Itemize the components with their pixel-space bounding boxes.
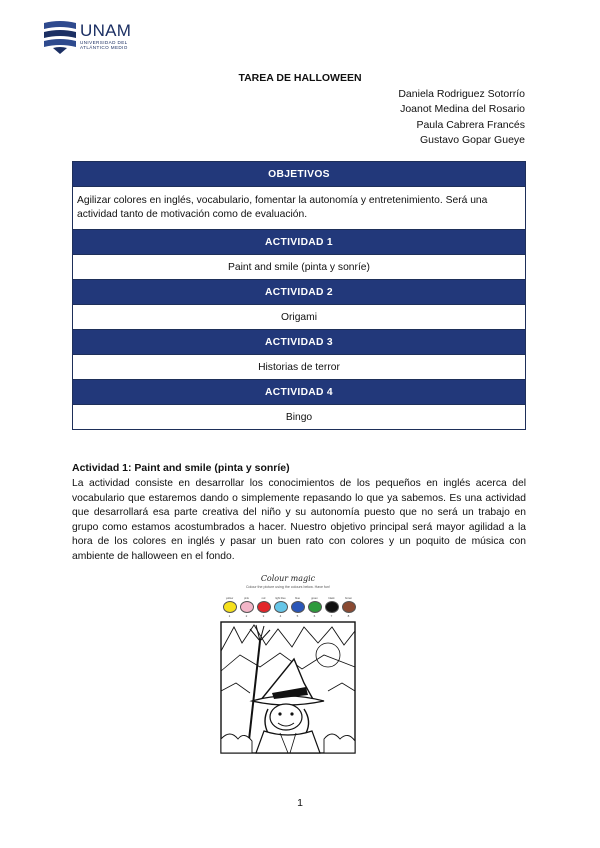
color-swatch-circle <box>257 601 271 613</box>
color-swatch-circle <box>325 601 339 613</box>
section-paragraph: La actividad consiste en desarrollar los conocimientos de los pequeños en inglés acerca del vocabulario que estaremos dando o simplemente repasando lo que ya sabemos. Es una actividad que desarrollará esa parte creativa del niño y su autonomía puesto que no será un trabajo en grupo como estamos acostumbrados a hacer. Nuestro objetivo principal será mayor agilidad a la hora de los colores en inglés y pasar un buen rato con colores y un poquito de música con ambiente de halloween en el fondo. <box>72 478 526 562</box>
color-swatch-label: yellow <box>225 597 234 600</box>
color-swatch-number: 6 <box>313 614 316 618</box>
witch-line-drawing <box>220 621 356 754</box>
color-swatch-number: 4 <box>279 614 282 618</box>
color-swatch-circle <box>223 601 237 613</box>
worksheet-title: Colour magic <box>260 574 316 583</box>
author-name: Daniela Rodriguez Sotorrío <box>398 88 525 100</box>
color-swatch-number: 5 <box>296 614 299 618</box>
unam-logo-icon <box>44 20 76 54</box>
color-swatch <box>325 596 338 618</box>
activity-4-header: ACTIVIDAD 4 <box>73 380 526 405</box>
color-swatch-circle <box>342 601 356 613</box>
objectives-table <box>72 161 526 430</box>
activity-3-value: Historias de terror <box>73 355 526 380</box>
logo-sub-line-2: ATLÁNTICO MEDIO <box>80 45 128 50</box>
color-swatch-circle <box>291 601 305 613</box>
objectives-header: OBJETIVOS <box>73 162 526 187</box>
coloring-worksheet-image <box>219 574 357 754</box>
color-swatch-label: pink <box>244 597 249 600</box>
color-swatch <box>240 596 253 618</box>
section-heading: Actividad 1: Paint and smile (pinta y sonríe) <box>72 462 290 474</box>
color-swatch-label: blue <box>295 597 300 600</box>
color-swatch-circle <box>240 601 254 613</box>
color-swatch-circle <box>308 601 322 613</box>
color-swatch-label: red <box>261 597 266 600</box>
color-swatch-row <box>223 596 355 618</box>
color-swatch-circle <box>274 601 288 613</box>
document-title: TAREA DE HALLOWEEN <box>238 72 362 84</box>
color-swatch-number: 1 <box>228 614 231 618</box>
color-swatch-number: 8 <box>347 614 350 618</box>
worksheet-instructions: Colour the picture using the colours below. Have fun! <box>245 585 331 589</box>
color-swatch <box>291 596 304 618</box>
color-swatch <box>274 596 287 618</box>
color-swatch <box>308 596 321 618</box>
page-number: 1 <box>297 797 303 809</box>
unam-logo <box>44 20 131 60</box>
color-swatch-label: light blue <box>275 597 286 600</box>
activity-1-value: Paint and smile (pinta y sonríe) <box>73 255 526 280</box>
author-name: Paula Cabrera Francés <box>416 118 525 131</box>
color-swatch-number: 7 <box>330 614 333 618</box>
activity-2-header: ACTIVIDAD 2 <box>73 280 526 305</box>
author-name: Gustavo Gopar Gueye <box>419 133 525 146</box>
logo-brand: UNAM <box>80 21 132 40</box>
color-swatch <box>223 596 236 618</box>
color-swatch-number: 3 <box>262 614 265 618</box>
color-swatch <box>257 596 270 618</box>
color-swatch-label: black <box>328 597 335 600</box>
author-name: Joanot Medina del Rosario <box>400 103 525 116</box>
activity-3-header: ACTIVIDAD 3 <box>73 330 526 355</box>
color-swatch-number: 2 <box>245 614 248 618</box>
objectives-text: Agilizar colores en inglés, vocabulario, fomentar la autonomía y entretenimiento. Será una actividad tanto de motivación como de evaluación. <box>73 187 526 230</box>
color-swatch-label: green <box>311 597 318 600</box>
activity-1-header: ACTIVIDAD 1 <box>73 230 526 255</box>
logo-sub-line-1: UNIVERSIDAD DEL <box>80 40 128 45</box>
activity-4-value: Bingo <box>73 405 526 430</box>
color-swatch <box>342 596 355 618</box>
activity-2-value: Origami <box>73 305 526 330</box>
color-swatch-label: brown <box>344 597 353 600</box>
authors-block <box>398 87 525 148</box>
